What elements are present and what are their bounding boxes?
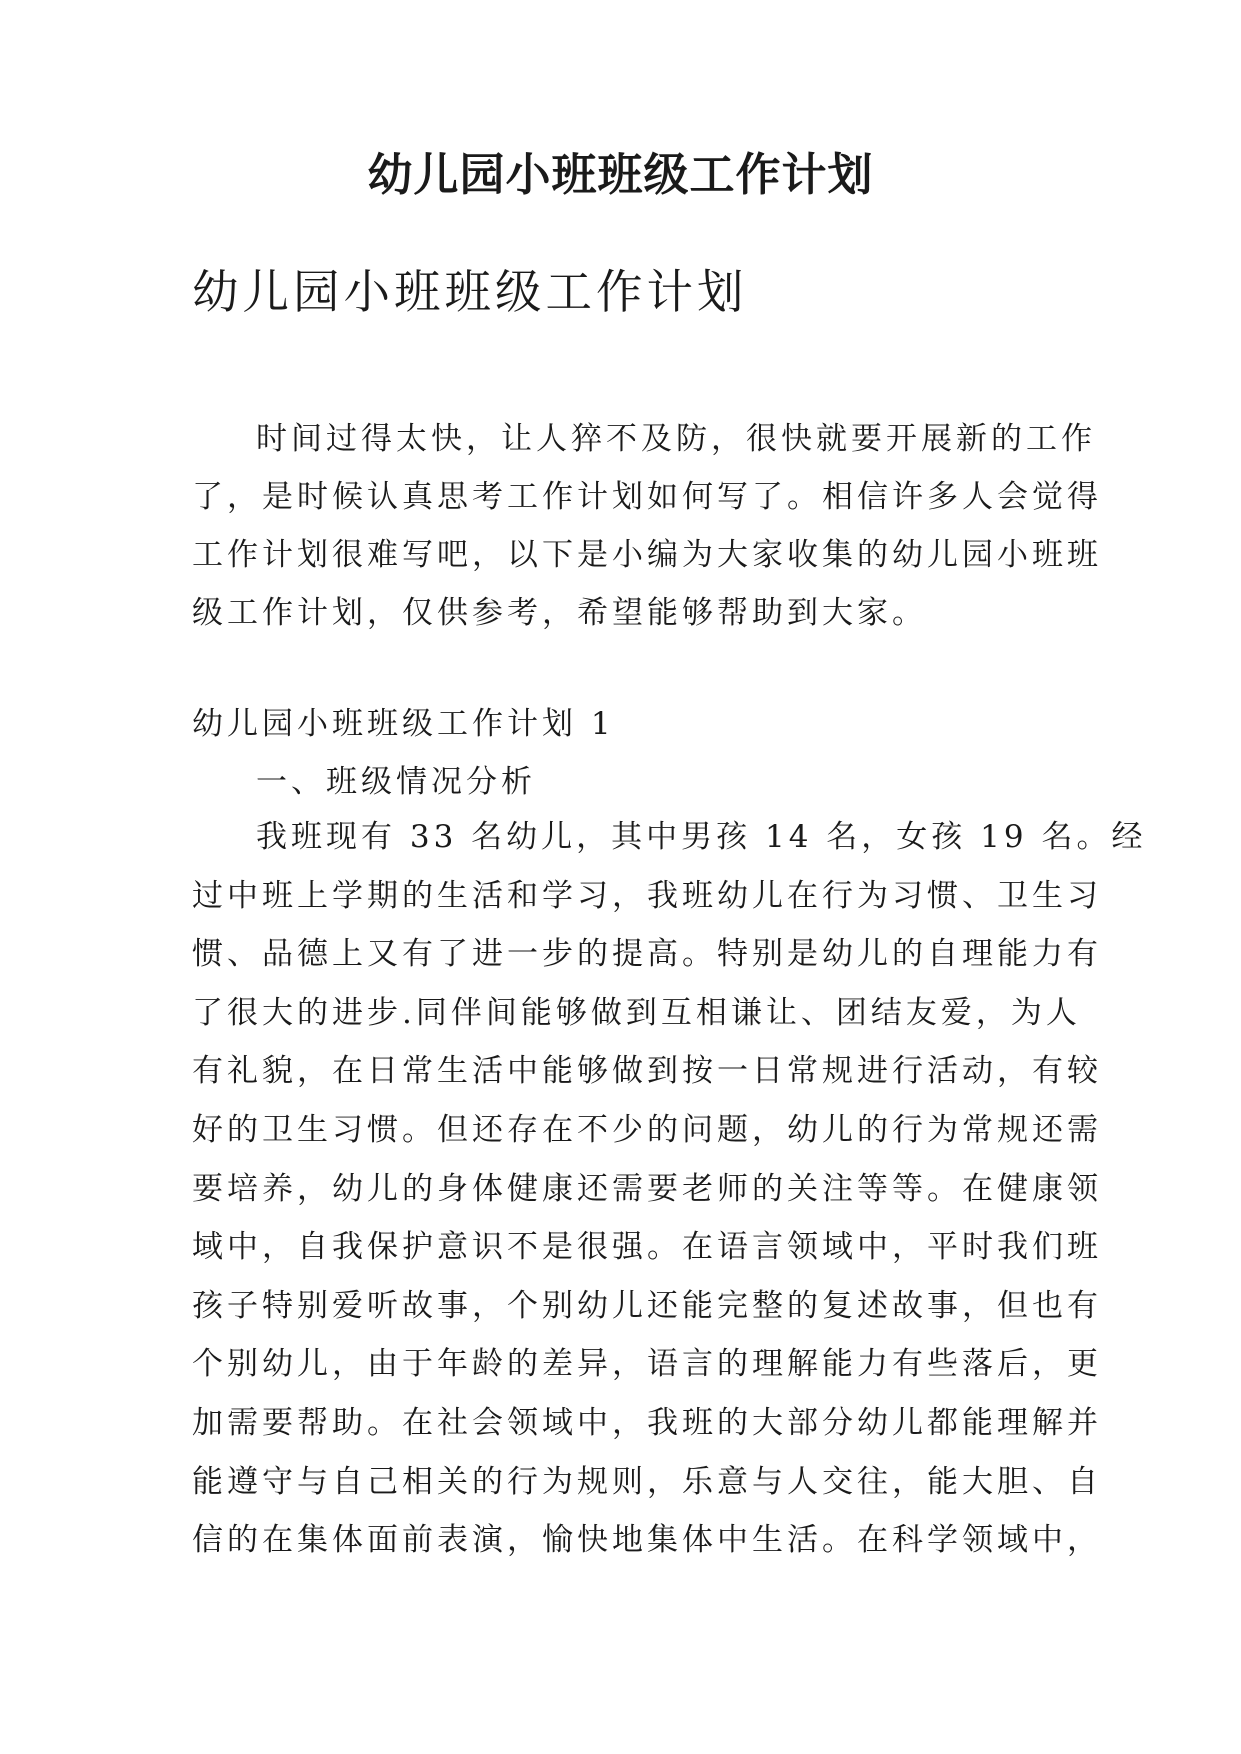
body-line: 有礼貌，在日常生活中能够做到按一日常规进行活动，有较 — [192, 1053, 1102, 1090]
body-line: 惯、品德上又有了进一步的提高。特别是幼儿的自理能力有 — [192, 936, 1102, 973]
document-title: 幼儿园小班班级工作计划 — [367, 148, 874, 201]
body-paragraph — [192, 808, 1147, 1570]
body-line: 个别幼儿，由于年龄的差异，语言的理解能力有些落后，更 — [192, 1346, 1102, 1383]
body-line: 我班现有 33 名幼儿，其中男孩 14 名，女孩 19 名。经 — [256, 819, 1147, 855]
body-line: 域中，自我保护意识不是很强。在语言领域中，平时我们班 — [192, 1229, 1102, 1266]
body-line: 信的在集体面前表演，愉快地集体中生活。在科学领域中， — [192, 1522, 1102, 1559]
body-line: 能遵守与自己相关的行为规则，乐意与人交往，能大胆、自 — [192, 1463, 1102, 1500]
intro-line: 级工作计划，仅供参考，希望能够帮助到大家。 — [192, 595, 927, 631]
body-line: 过中班上学期的生活和学习，我班幼儿在行为习惯、卫生习 — [192, 877, 1102, 914]
intro-line: 时间过得太快，让人猝不及防，很快就要开展新的工作 — [256, 421, 1096, 457]
document-subtitle: 幼儿园小班班级工作计划 — [192, 265, 748, 319]
intro-paragraph — [192, 410, 1102, 642]
intro-line: 工作计划很难写吧，以下是小编为大家收集的幼儿园小班班 — [192, 537, 1102, 573]
sub-heading: 一、班级情况分析 — [256, 764, 536, 800]
body-line: 孩子特别爱听故事，个别幼儿还能完整的复述故事，但也有 — [192, 1287, 1102, 1324]
body-line: 加需要帮助。在社会领域中，我班的大部分幼儿都能理解并 — [192, 1404, 1102, 1441]
section-heading: 幼儿园小班班级工作计划 1 — [192, 706, 615, 742]
body-line: 好的卫生习惯。但还存在不少的问题，幼儿的行为常规还需 — [192, 1111, 1102, 1148]
intro-line: 了，是时候认真思考工作计划如何写了。相信许多人会觉得 — [192, 479, 1102, 515]
body-line: 要培养，幼儿的身体健康还需要老师的关注等等。在健康领 — [192, 1170, 1102, 1207]
body-line: 了很大的进步.同伴间能够做到互相谦让、团结友爱，为人 — [192, 994, 1081, 1031]
